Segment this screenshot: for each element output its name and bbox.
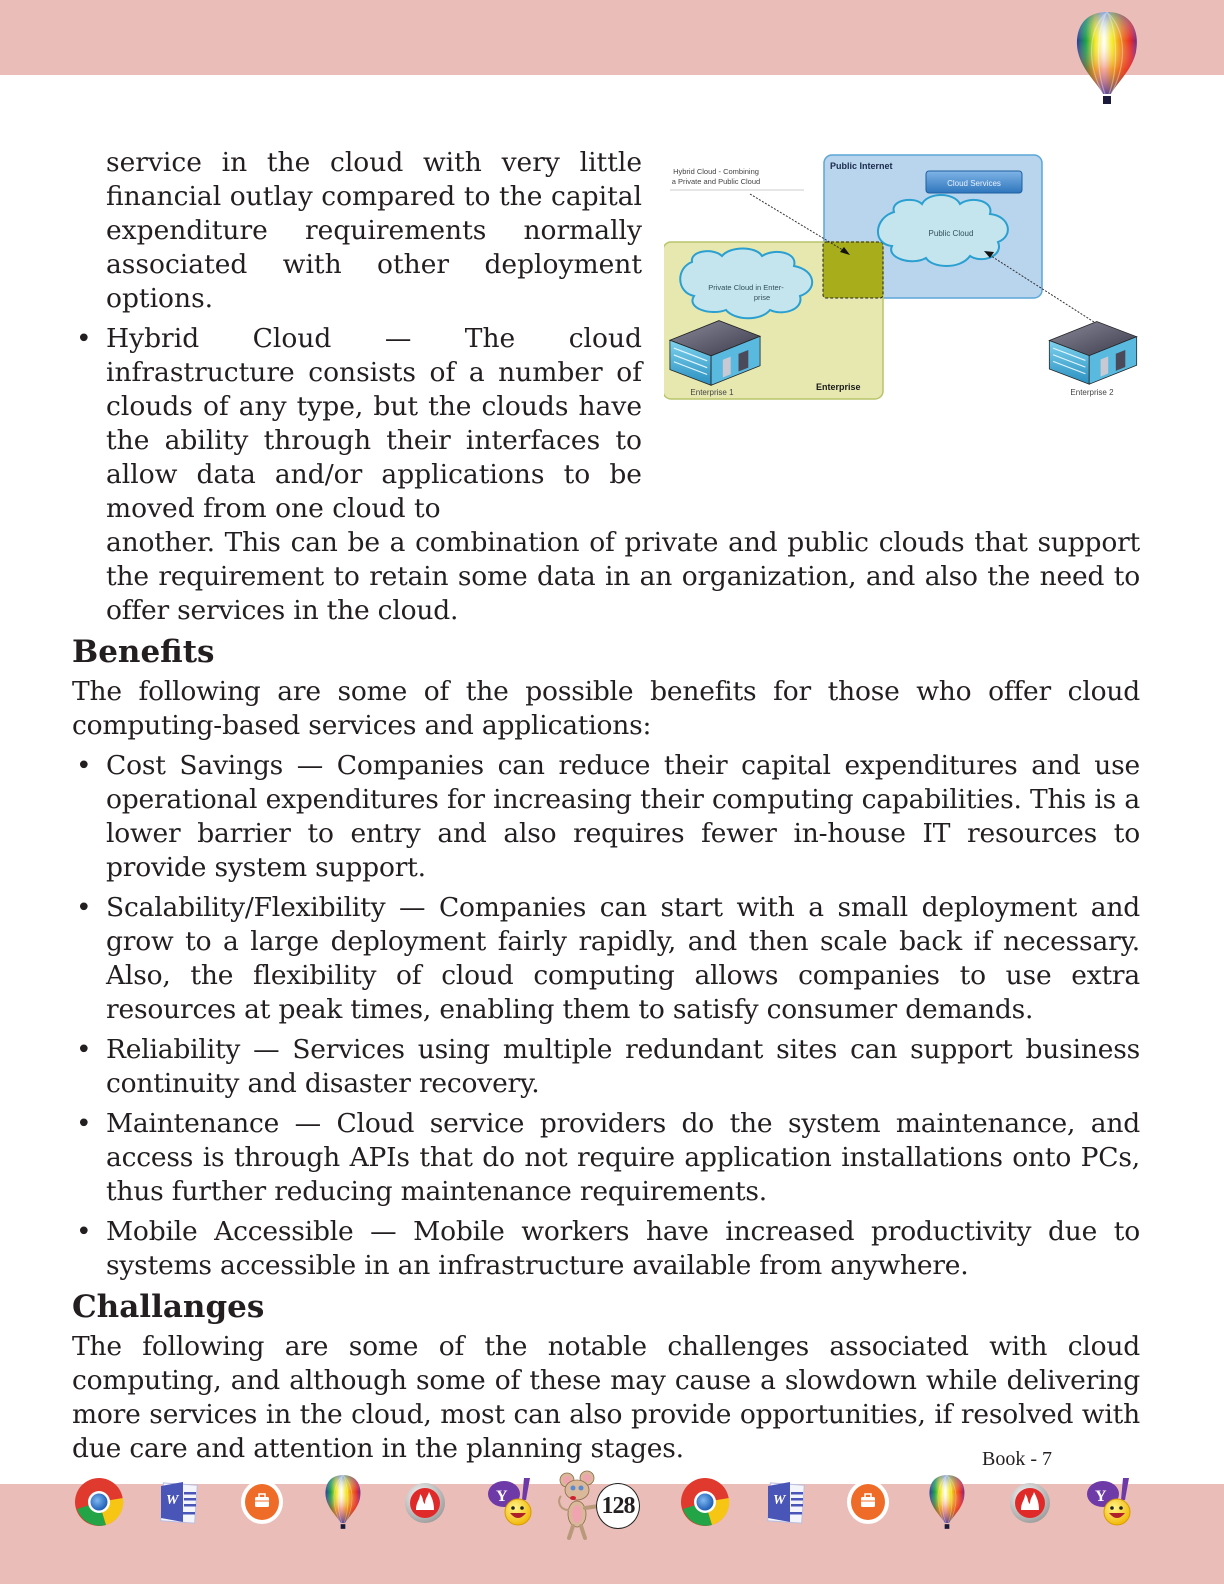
benefits-intro: The following are some of the possible benefits for those who offer cloud computing-based services and applications: (72, 676, 1140, 741)
hybrid-cloud-continuation: another. This can be a combination of private and public clouds that support the requirement to retain some data in an organization, and also the need to offer services in the cloud. (106, 527, 1140, 626)
benefits-heading: Benefits (72, 634, 215, 670)
hybrid-cloud-diagram (664, 152, 1142, 410)
private-cloud-label-2: prise (753, 293, 771, 302)
benefit-item: • Maintenance — Cloud service providers do the system maintenance, and access is through APIs that do not require application installations onto PCs, thus further reducing maintenance requirements. (72, 1107, 1140, 1209)
nero-flame-icon (398, 1474, 452, 1530)
hybrid-cloud-text: Hybrid Cloud — The cloud infrastructure consists of a number of clouds of any type, but the clouds have the ability through their interfaces to allow data and/or applications to be moved from one cloud to (106, 323, 642, 524)
word-icon (153, 1474, 207, 1530)
challenges-heading: Challanges (72, 1289, 265, 1325)
page-number: 128 (596, 1483, 640, 1529)
diagram-caption-line2: a Private and Public Cloud (671, 177, 761, 186)
yahoo-messenger-icon (484, 1474, 538, 1530)
enterprise-2-building-icon (1049, 322, 1136, 385)
briefcase-icon (235, 1474, 289, 1530)
intro-continuation: service in the cloud with very little financial outlay compared to the capital expenditure requirements normally associated with other deployment options. (106, 147, 642, 314)
hot-air-balloon-icon (920, 1474, 974, 1530)
public-cloud-label: Public Cloud (928, 229, 974, 238)
header-band (0, 0, 1224, 75)
hot-air-balloon-icon (316, 1474, 370, 1530)
yahoo-messenger-icon (1083, 1474, 1137, 1530)
svg-text:Y: Y (496, 1488, 508, 1505)
word-icon (760, 1474, 814, 1530)
benefit-item: • Scalability/Flexibility — Companies can start with a small deployment and grow to a large deployment fairly rapidly, and then scale back if necessary. Also, the flexibility of cloud computing allows companies to use extra resources at peak times, enabling them to satisfy consumer demands. (72, 891, 1140, 1027)
private-cloud-label: Private Cloud in Enter- (708, 283, 784, 292)
svg-text:W: W (773, 1493, 786, 1508)
benefit-item: • Cost Savings — Companies can reduce their capital expenditures and use operational expenditures for increasing their computing capabilities. This is a lower barrier to entry and also requires fewer in-house IT resources to provide system support. (72, 749, 1140, 885)
svg-text:Y: Y (1095, 1488, 1107, 1505)
nero-flame-icon (1003, 1474, 1057, 1530)
challenges-intro: The following are some of the notable challenges associated with cloud computing, and although some of these may cause a slowdown while delivering more services in the cloud, most can also provide opportunities, if resolved with due care and attention in the planning stages. (72, 1331, 1140, 1464)
enterprise-1-label: Enterprise 1 (690, 388, 734, 397)
cloud-services-label: Cloud Services (947, 179, 1001, 188)
diagram-caption-line1: Hybrid Cloud - Combining (673, 167, 759, 176)
enterprise-region-label: Enterprise (816, 382, 861, 392)
hot-air-balloon-icon (1072, 10, 1142, 106)
bullet-hybrid-cloud (72, 322, 642, 526)
briefcase-icon (841, 1474, 895, 1530)
chrome-icon (72, 1474, 126, 1530)
chrome-icon (678, 1474, 732, 1530)
enterprise-2-label: Enterprise 2 (1070, 388, 1114, 397)
public-internet-label: Public Internet (830, 161, 893, 171)
benefit-item: • Reliability — Services using multiple redundant sites can support business continuity and disaster recovery. (72, 1033, 1140, 1101)
benefit-item: • Mobile Accessible — Mobile workers have increased productivity due to systems accessible in an infrastructure available from anywhere. (72, 1215, 1140, 1283)
svg-text:W: W (166, 1493, 179, 1508)
book-label: Book - 7 (982, 1448, 1052, 1470)
